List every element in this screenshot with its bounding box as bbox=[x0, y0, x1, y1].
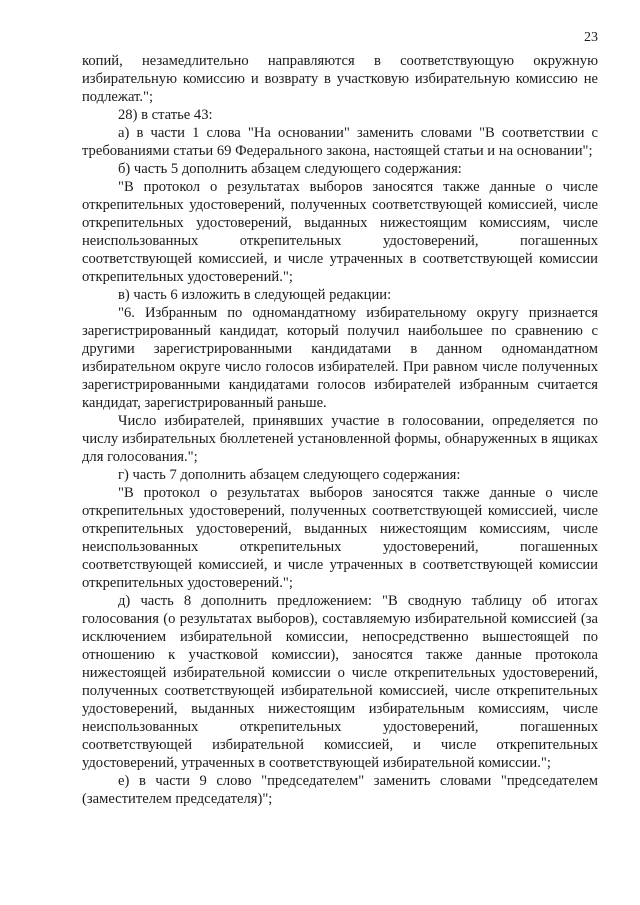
page-number: 23 bbox=[584, 30, 598, 45]
paragraph-quote-b: "В протокол о результатах выборов заносятся также данные о числе открепительных удостоверений, полученных соответствующей комиссией, числе открепительных удостоверений, выданных нижестоящим комиссиям, числе неиспользованных открепительных удостоверений, погашенных соответствующей комиссией, и числе утраченных в соответствующей комиссии открепительных удостоверений."; bbox=[82, 179, 598, 285]
paragraph-item-g: г) часть 7 дополнить абзацем следующего содержания: bbox=[118, 467, 461, 483]
paragraph-quote-v-2: Число избирателей, принявших участие в голосовании, определяется по числу избирательных бюллетеней установленной формы, обнаруженных в ящиках для голосования."; bbox=[82, 413, 598, 465]
paragraph-quote-g: "В протокол о результатах выборов заносятся также данные о числе открепительных удостоверений, полученных соответствующей комиссией, числе открепительных удостоверений, выданных нижестоящим комиссиям, числе неиспользованных открепительных удостоверений, погашенных соответствующей комиссией, и числе утраченных в соответствующей комиссии открепительных удостоверений."; bbox=[82, 485, 598, 591]
paragraph-item-d: д) часть 8 дополнить предложением: "В сводную таблицу об итогах голосования (о результатах выборов), составляемую избирательной комиссией (за исключением избирательной комиссии, непосредственно вышестоящей по отношению к участковой комиссии), заносятся также данные протокола нижестоящей избирательной комиссии о числе открепительных удостоверений, полученных соответствующей избирательной комиссией, числе открепительных удостоверений, выданных нижестоящим избирательным комиссиям, числе неиспользованных открепительных удостоверений, погашенных соответствующей избирательной комиссией, и числе открепительных удостоверений, утраченных в соответствующей избирательной комиссии."; bbox=[82, 593, 598, 771]
paragraph-item-a: а) в части 1 слова "На основании" заменить словами "В соответствии с требованиями статьи 69 Федерального закона, настоящей статьи и на основании"; bbox=[82, 125, 598, 159]
paragraph-item-28: 28) в статье 43: bbox=[118, 107, 213, 123]
paragraph-continuation: копий, незамедлительно направляются в соответствующую окружную избирательную комиссию и возврату в участковую избирательную комиссию не подлежат."; bbox=[82, 53, 598, 105]
paragraph-quote-v-1: "6. Избранным по одномандатному избирательному округу признается зарегистрированный кандидат, который получил наибольшее по сравнению с другими зарегистрированными кандидатами в данном одномандатном избирательном округе число голосов избирателей. При равном числе полученных зарегистрированными кандидатами голосов избирателей избранным считается кандидат, зарегистрированный раньше. bbox=[82, 305, 598, 411]
paragraph-item-b: б) часть 5 дополнить абзацем следующего содержания: bbox=[118, 161, 462, 177]
document-body bbox=[82, 52, 598, 808]
paragraph-item-e: е) в части 9 слово "председателем" заменить словами "председателем (заместителем председателя)"; bbox=[82, 773, 598, 807]
paragraph-item-v: в) часть 6 изложить в следующей редакции: bbox=[118, 287, 392, 303]
